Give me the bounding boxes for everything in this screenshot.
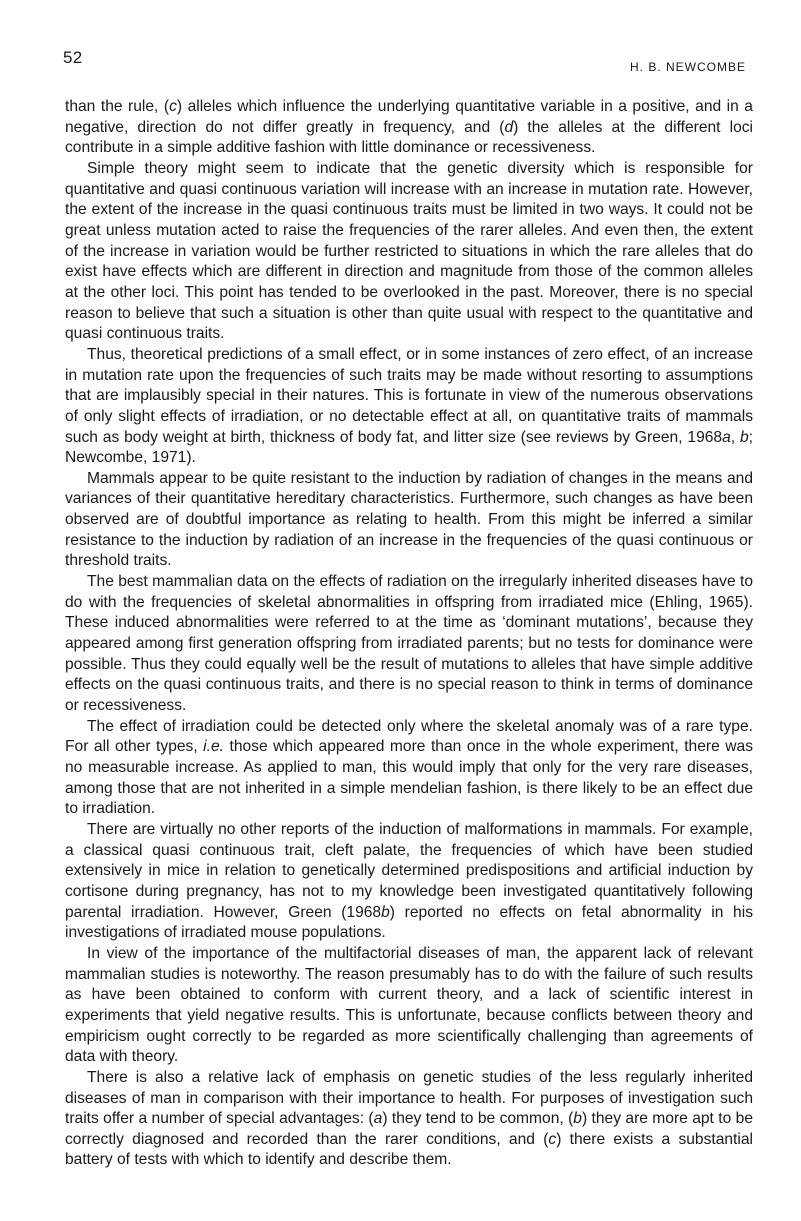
text-run: ) there exists a substantial battery of tests with which to identify and describe them.: [65, 1130, 753, 1169]
paragraph: [65, 944, 753, 1068]
text-run: There is also a relative lack of emphasis on genetic studies of the less regularly inherited diseases of man in comparison with their importance to health. For purposes of investigation such traits offer a number of special advantages: (: [65, 1068, 753, 1128]
paragraph: [65, 159, 753, 345]
text-run: Simple theory might seem to indicate that the genetic diversity which is responsible for quantitative and quasi continuous variation will increase with an increase in mutation rate. However, the extent of the increase in the quasi continuous traits must be limited in two ways. It could not be great unless mutation acted to raise the frequencies of the rarer alleles. And even then, the extent of the increase in variation would be further restricted to situations in which the rare alleles that do exist have effects which are different in direction and magnitude from those of the common alleles at the other loci. This point has tended to be overlooked in the past. Moreover, there is no special reason to believe that such a situation is other than quite usual with respect to the quantitative and quasi continuous traits.: [65, 159, 753, 343]
paragraph: [65, 97, 753, 159]
text-run: The best mammalian data on the effects of radiation on the irregularly inherited diseases have to do with the frequencies of skeletal abnormalities in offspring from irradiated mice (Ehling, 1965). These induced abnormalities were referred to at the time as ‘dominant mutations’, because they appeared among first generation offspring from irradiated parents; but no tests for dominance were possible. Thus they could equally well be the result of mutations to alleles that have simple additive effects on the quasi continuous traits, and there is no special reason to think in terms of dominance or recessiveness.: [65, 573, 753, 715]
text-run: ) the alleles at the different loci contribute in a simple additive fashion with little dominance or recessiveness.: [65, 118, 754, 157]
text-run: In view of the importance of the multifactorial diseases of man, the apparent lack of relevant mammalian studies is noteworthy. The reason presumably has to do with the failure of such results as have been obtained to conform with current theory, and a lack of scientific interest in experiments that yield negative results. This is unfortunate, because conflicts between theory and empiricism ought correctly to be regarded as more scientifically challenging than agreements of data with theory.: [65, 944, 753, 1066]
text-run: Thus, theoretical predictions of a small effect, or in some instances of zero effect, of an increase in mutation rate upon the frequencies of such traits may be made without resorting to assumptions that are implausibly special in their natures. This is fortunate in view of the numerous observations of only slight effects of irradiation, or no detectable effect at all, on quantitative traits of mammals such as body weight at birth, thickness of body fat, and litter size (see reviews by Green, 1968: [65, 345, 753, 446]
paragraph: [65, 345, 753, 469]
italic-text-run: c: [169, 98, 177, 115]
text-run: ) alleles which influence the underlying quantitative variable in a positive, and in a negative, direction do not differ greatly in frequency, and (: [65, 98, 753, 136]
italic-text-run: d: [504, 118, 514, 136]
text-run: ) they tend to be common, (: [382, 1110, 574, 1128]
paragraph: [65, 820, 753, 944]
paragraph: [65, 469, 753, 572]
paragraph: [65, 572, 753, 717]
italic-text-run: b: [381, 903, 390, 921]
text-run: The effect of irradiation could be detected only where the skeletal anomaly was of a rare type. For all other types,: [65, 717, 753, 756]
text-run: ) they are more apt to be correctly diagnosed and recorded than the rarer conditions, and (: [65, 1110, 753, 1148]
text-run: ; Newcombe, 1971).: [65, 428, 754, 467]
text-run: ,: [730, 428, 740, 446]
italic-text-run: c: [548, 1130, 557, 1148]
italic-text-run: b: [573, 1110, 582, 1128]
text-run: Mammals appear to be quite resistant to the induction by radiation of changes in the means and variances of their quantitative hereditary characteristics. Furthermore, such changes as have been observed are of doubtful importance as relating to health. From this might be inferred a similar resistance to the induction by radiation of an increase in the frequencies of the quasi continuous or threshold traits.: [65, 469, 753, 570]
paragraph: [65, 717, 753, 820]
page-number: 52: [63, 48, 83, 67]
text-run: ) reported no effects on fetal abnormality in his investigations of irradiated mouse populations.: [65, 903, 753, 942]
text-run: than the rule, (: [65, 98, 170, 115]
italic-text-run: b: [739, 428, 749, 446]
text-run: There are virtually no other reports of the induction of malformations in mammals. For example, a classical quasi continuous trait, cleft palate, the frequencies of which have been studied extensively in mice in relation to genetically determined predispositions and artificial induction by cortisone during pregnancy, has not to my knowledge been investigated quantitatively following parental irradiation. However, Green (1968: [65, 820, 753, 921]
running-head: H. B. NEWCOMBE: [629, 60, 746, 74]
text-run: those which appeared more than once in the whole experiment, there was no measurable increase. As applied to man, this would imply that only for the very rare diseases, among those that are not inherited in a simple mendelian fashion, is there likely to be an effect due to irradiation.: [65, 738, 753, 818]
italic-text-run: a: [722, 428, 731, 446]
italic-text-run: i.e.: [203, 738, 224, 756]
body-text: [65, 97, 753, 1171]
paragraph: [65, 1068, 753, 1171]
italic-text-run: a: [373, 1110, 383, 1128]
